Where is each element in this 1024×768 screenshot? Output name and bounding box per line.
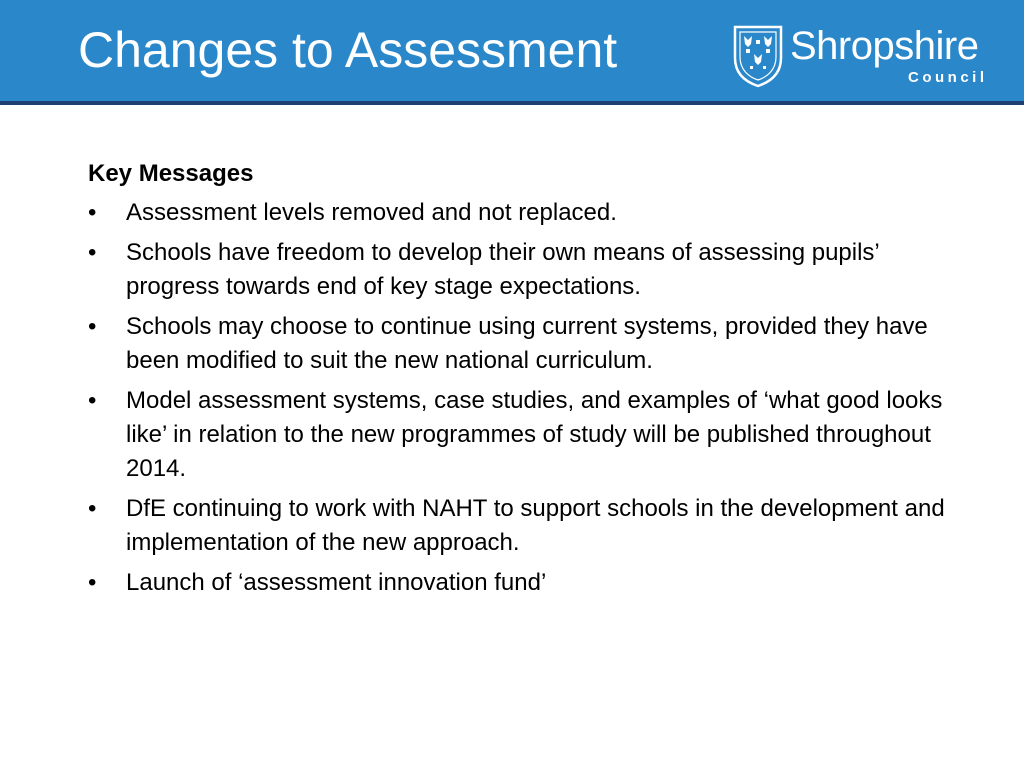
- bullet-text: Model assessment systems, case studies, and examples of ‘what good looks like’ in relation to the new programmes of study will be published throughout 2014.: [126, 387, 943, 482]
- bullet-text: Schools may choose to continue using current systems, provided they have been modified to suit the new national curriculum.: [126, 313, 928, 374]
- leopard-crest-icon: [732, 24, 784, 88]
- shropshire-council-logo: [732, 24, 1004, 90]
- bullet-text: Launch of ‘assessment innovation fund’: [126, 569, 547, 596]
- title-bar: [0, 0, 1024, 101]
- bullet-text: DfE continuing to work with NAHT to support schools in the development and implementation of the new approach.: [126, 495, 945, 556]
- bullet-icon: •: [88, 495, 97, 522]
- list-item: [88, 566, 948, 600]
- list-item: [88, 310, 948, 378]
- list-item: [88, 384, 948, 486]
- bullet-icon: •: [88, 199, 97, 226]
- bullet-text: Assessment levels removed and not replaced.: [126, 199, 617, 226]
- header-divider: [0, 101, 1024, 105]
- bullet-icon: •: [88, 239, 97, 266]
- list-item: [88, 236, 948, 304]
- key-messages-heading: Key Messages: [88, 160, 254, 187]
- bullet-list: [88, 196, 948, 600]
- list-item: [88, 196, 948, 230]
- bullet-icon: •: [88, 313, 97, 340]
- list-item: [88, 492, 948, 560]
- bullet-icon: •: [88, 569, 97, 596]
- slide-body: [88, 157, 948, 606]
- bullet-icon: •: [88, 387, 97, 414]
- bullet-text: Schools have freedom to develop their own means of assessing pupils’ progress towards end of key stage expectations.: [126, 239, 879, 300]
- slide-title: Changes to Assessment: [78, 22, 618, 78]
- logo-subtitle: Council: [908, 69, 988, 86]
- logo-name: Shropshire: [790, 24, 979, 68]
